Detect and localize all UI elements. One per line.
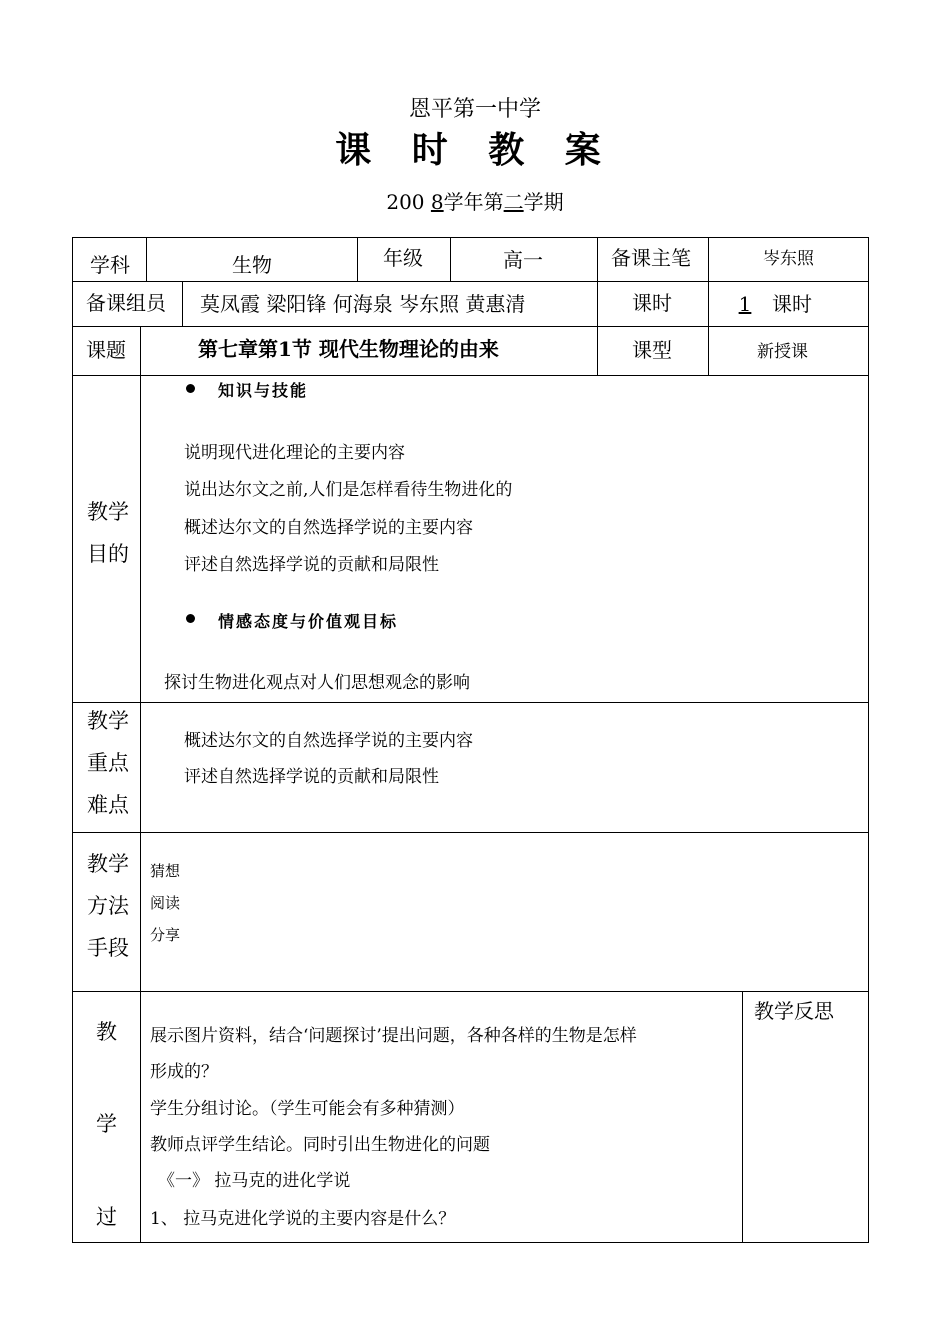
process-label-char: 过 [96,1205,117,1229]
lead-author-value: 岑东照 [763,249,814,269]
class-hours [718,288,812,317]
class-hours-value: 1 [738,292,752,316]
table-line [450,237,451,281]
table-line [72,237,869,238]
table-line [708,326,709,375]
objectives-section-knowledge: 知识与技能 [218,381,309,400]
table-line [868,237,869,1243]
objective-item: 说出达尔文之前,人们是怎样看待生物进化的 [184,480,513,500]
table-line [72,237,73,1243]
term-number: 二 [503,190,524,214]
table-line [72,375,869,376]
table-line [72,702,869,703]
table-line [597,326,598,375]
objectives-section-attitude: 情感态度与价值观目标 [218,612,399,631]
process-line: 教师点评学生结论。同时引出生物进化的问题 [150,1135,490,1155]
process-label-char: 学 [96,1112,117,1136]
table-line [140,375,141,1242]
term-line [0,186,950,215]
table-line [708,237,709,281]
table-line [146,237,147,281]
objective-attitude-item: 探讨生物进化观点对人们思想观念的影响 [164,673,470,693]
group-members-value: 莫凤霞 梁阳锋 何海泉 岑东照 黄惠清 [200,292,526,316]
lesson-type-value: 新授课 [757,342,808,362]
table-line [72,326,869,327]
table-line [72,1242,869,1243]
process-line: 《一》 拉马克的进化学说 [158,1171,351,1191]
table-line [72,991,869,992]
table-line [182,281,183,326]
table-line [597,281,598,326]
term-year-digit: 8 [430,190,444,214]
class-hours-unit: 课时 [772,292,812,316]
method-item: 阅读 [150,894,181,912]
class-hours-label: 课时 [632,291,672,315]
table-line [140,326,141,375]
table-line [357,237,358,281]
process-line: 展示图片资料，结合‘问题探讨’提出问题，各种各样的生物是怎样 [150,1026,637,1046]
keypoint-item: 概述达尔文的自然选择学说的主要内容 [184,731,473,751]
objective-item: 评述自然选择学说的贡献和局限性 [184,555,439,575]
topic-label: 课题 [86,338,126,362]
table-line [72,832,869,833]
keypoints-label: 教学 重点 难点 [87,709,129,817]
process-line: 1、 拉马克进化学说的主要内容是什么？ [150,1209,456,1229]
lead-author-label: 备课主笔 [611,246,691,270]
grade-value: 高一 [503,248,543,272]
grade-label: 年级 [383,246,423,270]
methods-label: 教学 方法 手段 [87,852,129,960]
objectives-label: 教学 目的 [87,500,129,566]
process-label-char: 教 [96,1020,117,1044]
topic-value: 第七章第1节 现代生物理论的由来 [198,337,499,361]
subject-label: 学科 [90,253,130,277]
process-line: 学生分组讨论。（学生可能会有多种猜测） [150,1099,465,1119]
objective-item: 说明现代进化理论的主要内容 [184,443,405,463]
method-item: 猜想 [150,862,181,880]
bullet-icon [186,614,195,623]
lesson-type-label: 课型 [632,338,672,362]
objective-item: 概述达尔文的自然选择学说的主要内容 [184,518,473,538]
process-line: 形成的？ [150,1062,218,1082]
table-line [72,281,869,282]
keypoint-item: 评述自然选择学说的贡献和局限性 [184,767,439,787]
term-prefix: 200 [386,190,425,214]
table-line [708,281,709,326]
document-title: 课 时 教 案 [335,129,615,171]
table-line [742,991,743,1242]
reflection-label: 教学反思 [754,999,834,1023]
bullet-icon [186,384,195,393]
group-members-label: 备课组员 [86,291,166,315]
method-item: 分享 [150,926,181,944]
table-line [597,237,598,281]
school-name: 恩平第一中学 [408,97,541,122]
subject-value: 生物 [232,253,272,277]
term-mid: 学年第 [443,190,504,214]
term-suffix: 学期 [523,190,564,214]
